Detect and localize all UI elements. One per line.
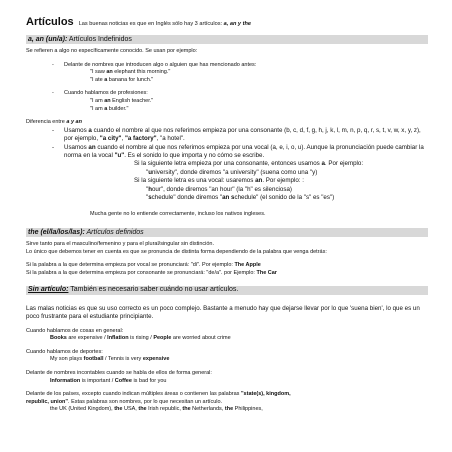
example: "hour", donde diremos "an hour" (la "h" es silenciosa) — [146, 185, 292, 193]
note: Mucha gente no lo entiende correctamente, incluso los nativos ingleses. — [90, 211, 266, 218]
example: My son plays football / Tennis is very expensive — [50, 356, 170, 363]
list-item: - Usamos a cuando el nombre al que nos referimos empieza por una consonante (b, c, d, f, g, h, j, k, l, m, n, p, q, r, s, t, v, w, x, y, z), por ejemplo, "a city", "a factory", "a hotel". — [52, 126, 421, 143]
paragraph: Delante de los países, excepto cuando indican múltiples áreas o contienen las palabras "state(s), kingdom, — [26, 391, 291, 398]
paragraph: republic, union". Estas palabras son nombres, por lo que necesitan un artículo. — [26, 398, 223, 405]
section-heading-definite: the (el/la/los/las): Artículos definidos — [26, 228, 428, 237]
paragraph: Cuando hablamos de deportes: — [26, 348, 103, 355]
example: "schedule" donde diremos "an schedule" (el sonido de la "s" es "es") — [146, 194, 335, 201]
list-item: - Delante de nombres que introducen algo o alguien que has mencionado antes: — [52, 61, 257, 68]
paragraph: Delante de nombres incontables cuando se habla de ellos de forma general: — [26, 369, 212, 376]
rule: Si la siguiente letra es una vocal: usaremos an. Por ejemplo: : — [134, 177, 304, 185]
example: "I saw an elephant this morning." — [90, 69, 171, 76]
paragraph: Las malas noticias es que su uso correcto es un poco complejo. Bastante a menudo hay que dejarse llevar por lo que 'suena bien', lo que es un poco frustrante para el estudiante principiante. — [26, 304, 420, 321]
example: "university", donde diremos "a university" (suena como una "y) — [146, 168, 318, 176]
example: Information is important / Coffee is bad for you — [50, 377, 167, 384]
page-title: Artículos — [26, 16, 74, 28]
section-heading-indefinite: a, an (un/a): Artículos Indefinidos — [26, 35, 428, 44]
paragraph: Cuando hablamos de cosas en general: — [26, 327, 124, 334]
list-item: - Cuando hablamos de profesiones: — [52, 90, 148, 97]
paragraph: Si la palabra a la que determina empieza por consonante se pronunciará: "de/a". por Ejemplo: The Car — [26, 269, 277, 276]
example: the UK (United Kingdom), the USA, the Irish republic, the Netherlands, the Philippines, — [50, 406, 263, 413]
paragraph: Diferencia entre a y an — [26, 119, 82, 126]
title-intro: Las buenas noticias es que en Inglés sólo hay 3 artículos: a, an y the — [78, 21, 251, 27]
title-row — [26, 16, 428, 29]
example: Books are expensive / Inflation is rising / People are worried about crime — [50, 335, 231, 342]
paragraph: Lo único que debemos tener en cuenta es que se pronuncia de distinta forma dependiendo de la palabra que venga detrás: — [26, 248, 327, 255]
paragraph: Se refieren a algo no específicamente conocido. Se usan por ejemplo: — [26, 48, 198, 54]
rule: Si la siguiente letra empieza por una consonante, entonces usamos a. Por ejemplo: — [134, 160, 364, 168]
example: "I am a builder." — [90, 105, 129, 112]
list-item: - Usamos an cuando el nombre al que nos referimos empieza por una vocal (a, e, i, o, u). Aunque la pronunciación puede cambiar la norma en la vocal "u". Es el sonido lo que importa y no cómo se escribe. — [52, 143, 424, 159]
example: "I am an English teacher." — [90, 97, 154, 104]
paragraph: Sirve tanto para el masculino/femenino y para el plural/singular sin distinción. — [26, 241, 215, 247]
paragraph: Si la palabra a la que determina empieza por vocal se pronunciará: "di". Por ejemplo: The Apple — [26, 262, 261, 269]
section-heading-no-article: Sin artículo: También es necesario saber cuándo no usar artículos. — [26, 286, 428, 294]
example: "I ate a banana for lunch." — [90, 76, 154, 83]
